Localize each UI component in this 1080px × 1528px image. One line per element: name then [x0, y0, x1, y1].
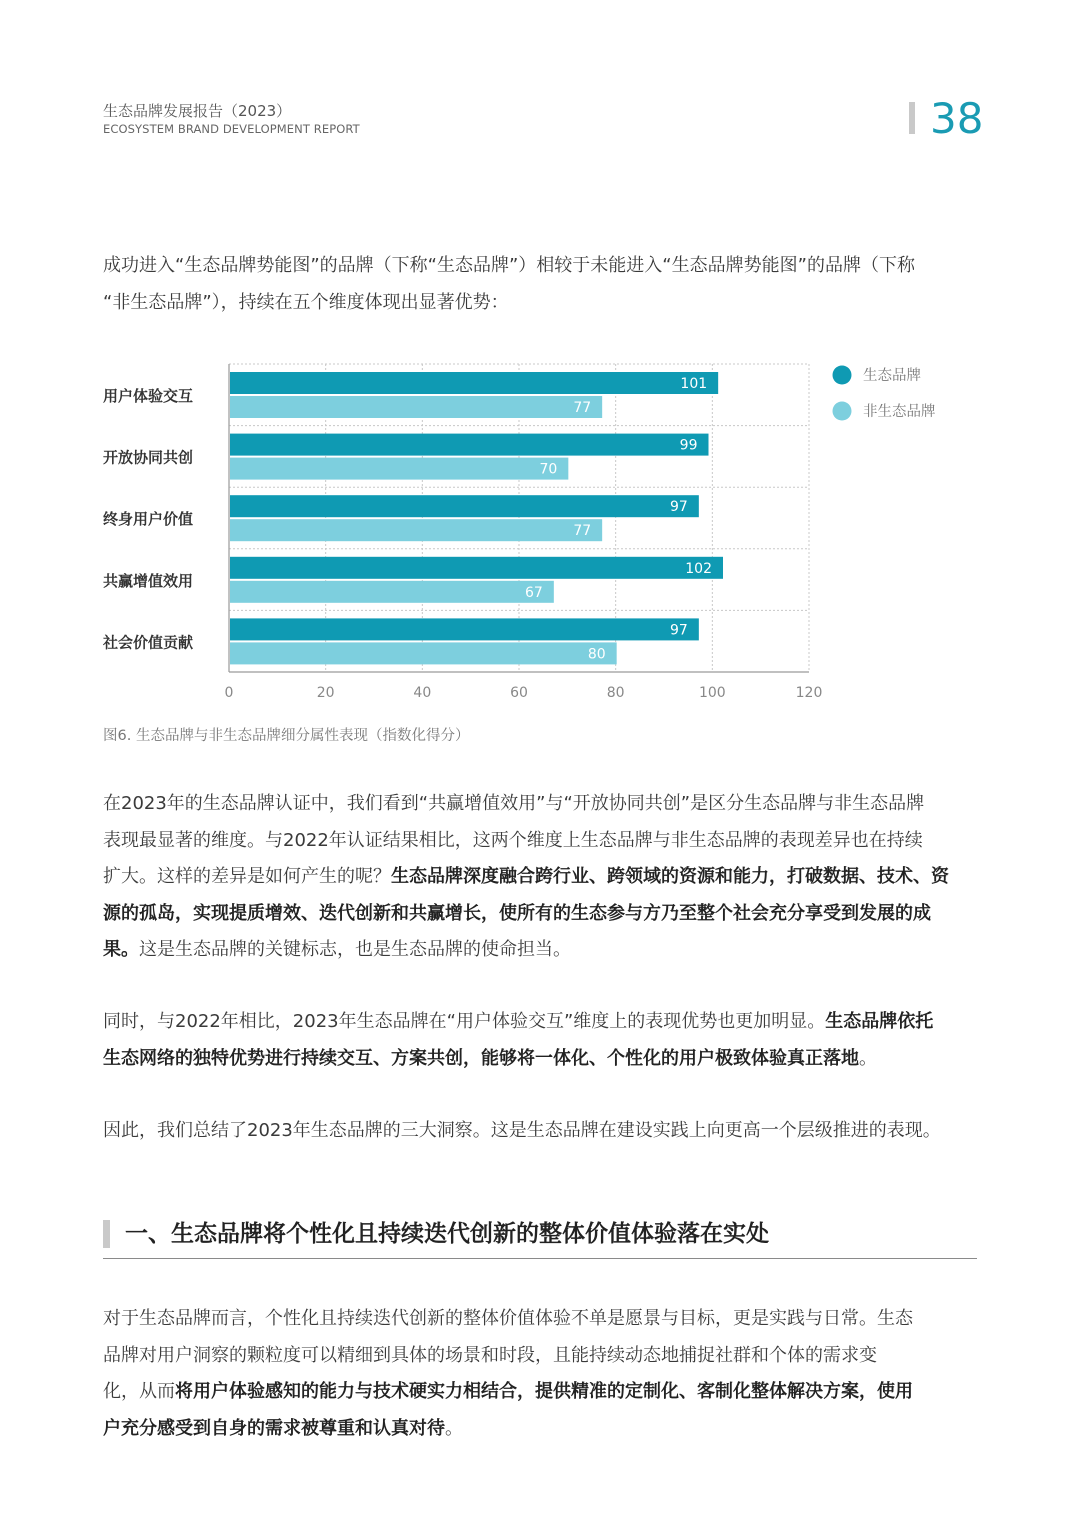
bar-value-label: 102 — [685, 560, 712, 577]
bold-span: 源的孤岛，实现提质增效、迭代创新和共赢增长，使所有的生态参与方乃至整个社会充分享受到发展的成 — [103, 902, 931, 924]
report-subtitle: ECOSYSTEM BRAND DEVELOPMENT REPORT — [103, 122, 360, 136]
text-line — [103, 1411, 979, 1448]
intro-line: “非生态品牌”），持续在五个维度体现出显著优势： — [103, 291, 509, 313]
bar-value-label: 67 — [525, 584, 543, 601]
page-number: 38 — [930, 94, 984, 143]
bar-chart — [0, 0, 1080, 760]
text-line — [103, 932, 979, 969]
text-line — [103, 859, 979, 896]
text-line: 品牌对用户洞察的颗粒度可以精细到具体的场景和时段，且能持续动态地捕捉社群和个体的需求变 — [103, 1344, 877, 1366]
section-heading — [103, 1212, 977, 1259]
category-label: 社会价值贡献 — [103, 633, 194, 652]
text-line — [103, 1374, 979, 1411]
section-title: 一、生态品牌将个性化且持续迭代创新的整体价值体验落在实处 — [125, 1221, 769, 1247]
text-line — [103, 896, 979, 933]
category-label: 终身用户价值 — [103, 510, 194, 529]
x-tick-label: 40 — [413, 685, 432, 701]
bar-value-label: 77 — [573, 400, 592, 416]
legend-swatch — [833, 366, 852, 385]
x-tick-label: 60 — [510, 685, 528, 701]
text-span: 化，从而 — [103, 1381, 175, 1402]
bar — [230, 372, 718, 394]
text-line: 表现最显著的维度。与2022年认证结果相比，这两个维度上生态品牌与非生态品牌的表现差异也在持续 — [103, 829, 923, 851]
bold-span: 生态网络的独特优势进行持续交互、方案共创，能够将一体化、个性化的用户极致体验真正落地 — [103, 1047, 859, 1069]
section-marker — [103, 1220, 110, 1248]
bar — [230, 434, 709, 456]
legend-label: 非生态品牌 — [863, 404, 936, 420]
bar — [230, 557, 723, 579]
paragraph-3 — [103, 1004, 979, 1077]
x-tick-label: 120 — [795, 685, 823, 701]
bold-span: 将用户体验感知的能力与技术硬实力相结合，提供精准的定制化、客制化整体解决方案，使用 — [175, 1381, 913, 1402]
bar-value-label: 101 — [680, 376, 708, 392]
bar-value-label: 80 — [587, 646, 606, 663]
figure-caption: 图6. 生态品牌与非生态品牌细分属性表现（指数化得分） — [103, 728, 470, 744]
text-line — [103, 1004, 979, 1041]
paragraph-2 — [103, 786, 979, 969]
text-span: 同时，与2022年相比，2023年生态品牌在“用户体验交互”维度上的表现优势也更加明显。 — [103, 1011, 826, 1032]
text-span: 扩大。这样的差异是如何产生的呢？ — [103, 866, 391, 887]
intro-line: 成功进入“生态品牌势能图”的品牌（下称“生态品牌”）相较于未能进入“生态品牌势能图”的品牌（下称 — [103, 255, 915, 276]
bar — [230, 618, 699, 640]
legend-label: 生态品牌 — [863, 368, 921, 384]
text-line: 对于生态品牌而言，个性化且持续迭代创新的整体价值体验不单是愿景与目标，更是实践与日常。生态 — [103, 1308, 913, 1329]
text-span: 这是生态品牌的关键标志，也是生态品牌的使命担当。 — [139, 939, 571, 960]
category-label: 开放协同共创 — [103, 448, 194, 467]
bar — [230, 519, 602, 541]
bar — [230, 396, 602, 418]
bar-value-label: 97 — [670, 622, 688, 639]
text-line — [103, 1041, 979, 1078]
bar-value-label: 77 — [573, 523, 592, 540]
text-span: 。 — [445, 1417, 463, 1439]
paragraph-5 — [103, 1301, 979, 1447]
bar — [230, 642, 617, 664]
bold-span: 生态品牌依托 — [825, 1011, 934, 1032]
category-label: 用户体验交互 — [103, 387, 194, 405]
x-tick-label: 20 — [316, 685, 335, 701]
bar-value-label: 70 — [539, 461, 558, 478]
text-line: 在2023年的生态品牌认证中，我们看到“共赢增值效用”与“开放协同共创”是区分生态品牌与非生态品牌 — [103, 793, 925, 814]
x-tick-label: 0 — [224, 685, 234, 701]
bar — [230, 458, 568, 480]
text-span: 。 — [859, 1047, 877, 1069]
category-label: 共赢增值效用 — [103, 571, 194, 590]
bold-span: 户充分感受到自身的需求被尊重和认真对待 — [103, 1417, 445, 1439]
bar — [230, 581, 554, 603]
text-line: 因此，我们总结了2023年生态品牌的三大洞察。这是生态品牌在建设实践上向更高一个层级推进的表现。 — [103, 1120, 941, 1141]
bar-value-label: 99 — [679, 437, 698, 454]
report-title: 生态品牌发展报告（2023） — [103, 102, 292, 120]
bar — [230, 495, 699, 517]
bar-value-label: 97 — [670, 499, 688, 516]
bold-span: 果。 — [103, 939, 139, 960]
x-tick-label: 80 — [606, 685, 625, 701]
x-tick-label: 100 — [698, 685, 726, 701]
legend-swatch — [833, 402, 852, 421]
paragraph-4 — [103, 1113, 979, 1150]
bold-span: 生态品牌深度融合跨行业、跨领域的资源和能力，打破数据、技术、资 — [391, 866, 949, 887]
